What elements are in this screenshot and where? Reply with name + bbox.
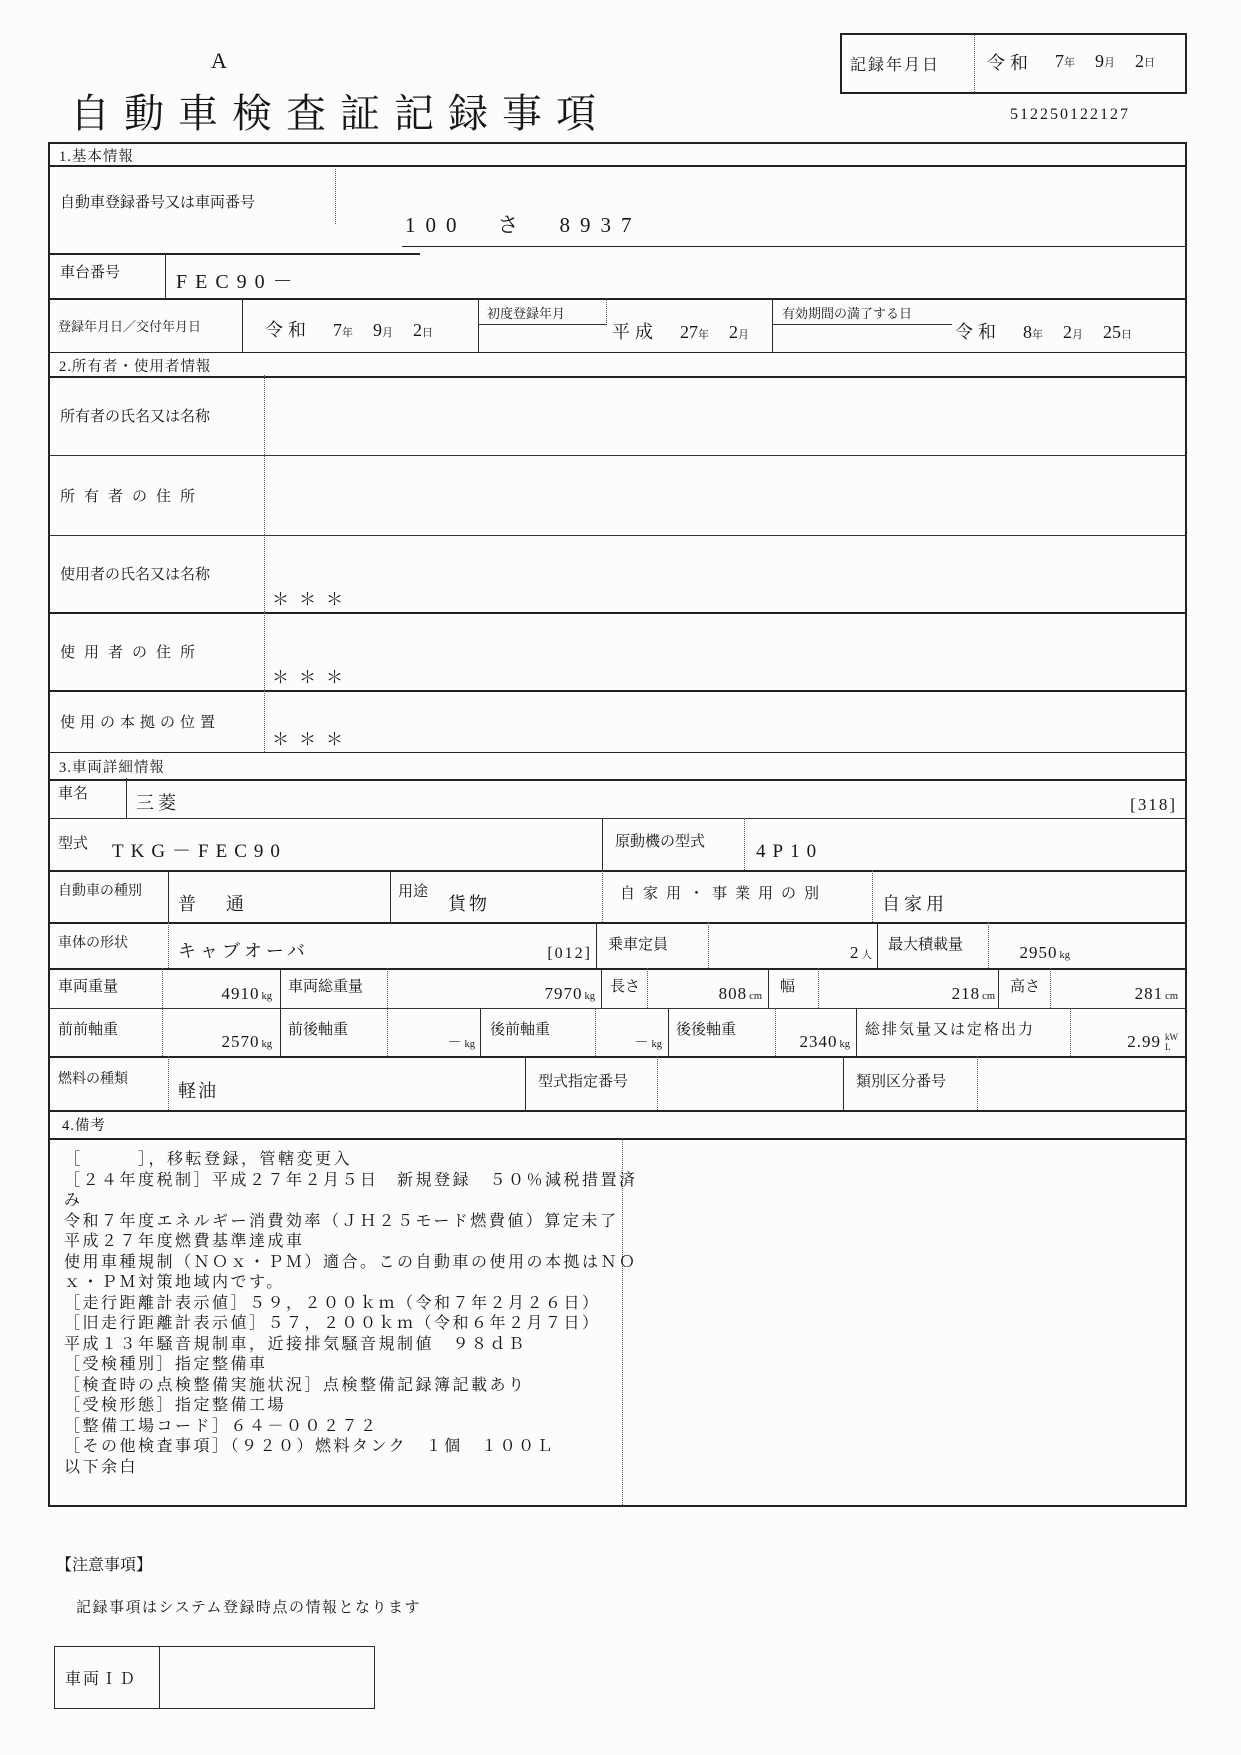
remark-line: ［検査時の点検整備実施状況］点検整備記録簿記載あり [64,1376,527,1394]
divider [602,870,603,922]
car-name-code: [318] [1130,795,1177,814]
reg-date-day: 2 [413,320,422,340]
divider [280,1008,281,1056]
remark-line: ［受検形態］指定整備工場 [64,1397,287,1414]
cm-unit: cm [749,991,762,1002]
divider [264,375,265,455]
class-number-label: 類別区分番号 [856,1074,947,1090]
remark-line: み [64,1192,83,1209]
owner-name-label: 所有者の氏名又は名称 [60,408,211,425]
length-number: 808 [718,984,748,1003]
divider [264,455,265,535]
axle-rear-front-value [600,1032,662,1052]
vehicle-id-box [54,1646,375,1709]
divider [708,922,709,968]
month-unit: 月 [382,327,393,339]
person-unit: 人 [861,950,872,961]
page-mark: A [211,48,227,73]
kind-use-row [50,870,1185,924]
remark-line: 平成１３年騒音規制車，近接排気騒音規制値 ９８ｄＢ [64,1335,527,1353]
owner-address-label: 所有者の住所 [60,488,205,505]
user-name-label: 使用者の氏名又は名称 [60,567,211,583]
reg-date-month: 9 [373,320,382,340]
vehicle-id-label: 車両ＩＤ [65,1671,138,1688]
divider [480,1008,481,1056]
expiry-month: 2 [1063,322,1072,342]
remarks-box [50,1138,1185,1505]
gross-weight-label: 車両総重量 [288,979,364,995]
divider [335,169,336,224]
displacement-label: 総排気量又は定格出力 [865,1022,1036,1038]
expiry-label: 有効期間の満了する日 [782,306,913,321]
remark-line: ［旧走行距離計表示値］５７，２００ｋｍ（令和６年２月７日） [64,1315,601,1332]
width-number: 218 [951,984,981,1003]
divider [988,922,989,968]
liter-unit: L [1165,1042,1171,1052]
kg-unit: kg [464,1039,475,1050]
divider [668,1008,669,1056]
body-shape-code: [012] [547,945,592,962]
day-unit: 日 [1121,329,1132,341]
notice-heading: 【注意事項】 [56,1557,153,1574]
divider [768,968,769,1008]
registration-date-value [265,316,433,342]
divider [818,968,819,1008]
weight-number: 4910 [221,984,260,1003]
record-date-box [840,33,1187,94]
remark-line: ［受検種別］指定整備車 [64,1356,268,1373]
axle-rear-rear-label: 後後軸重 [676,1022,737,1038]
kg-unit: kg [839,1039,850,1050]
remark-line: 令和７年度エネルギー消費効率（ＪＨ２５モード燃費値）算定未了 [64,1212,619,1230]
private-business-label: 自家用・事業用の別 [620,886,828,902]
model-row [50,818,1185,872]
cm-unit: cm [1165,991,1178,1002]
user-address-value: ＊＊＊ [272,668,353,687]
user-name-row [50,535,1185,614]
type-certification-label: 型式指定番号 [538,1074,629,1090]
first-registration-label-box [478,298,607,325]
section3-header [50,752,1185,781]
section4-heading: 4.備考 [62,1118,106,1134]
expiry-era: 令和 [955,322,1001,342]
divider [162,1008,163,1056]
use-label: 用途 [398,884,429,900]
kg-unit: kg [1059,950,1070,961]
divider [602,818,603,870]
document-title: 自動車検査証記録事項 [70,91,610,136]
remark-line: ［その他検査事項］（９２０）燃料タンク １個 １００Ｌ [64,1438,556,1455]
riding-capacity-value [750,943,872,963]
divider [1070,1008,1071,1056]
reg-date-era: 令和 [265,320,311,340]
gross-number: 7970 [544,984,583,1003]
base-location-row [50,690,1185,752]
divider [998,968,999,1008]
body-shape-label: 車体の形状 [58,936,128,951]
remarks-text [64,1150,638,1478]
width-value [825,984,995,1004]
record-date-label: 記録年月日 [850,57,941,74]
dates-row [50,298,1185,352]
record-date-year: 7 [1055,51,1064,71]
divider [595,1008,596,1056]
weight-dimensions-row [50,968,1185,1009]
divider [974,35,975,92]
max-load-value [990,943,1070,963]
displacement-number: 2.99 [1127,1032,1161,1051]
certificate-number: 512250122127 [1010,106,1130,123]
vehicle-kind-value: 普 通 [178,894,250,914]
axle-rf-number: － [634,1036,650,1051]
length-label: 長さ [610,979,641,995]
base-location-value: ＊＊＊ [272,730,353,749]
model-label: 型式 [58,836,89,852]
section3-heading: 3.車両詳細情報 [59,760,165,776]
cm-unit: cm [982,991,995,1002]
expiry-day: 25 [1103,322,1121,342]
user-address-label: 使用者の住所 [60,644,205,661]
displacement-value [1075,1032,1178,1052]
record-date-month: 9 [1095,51,1104,71]
vehicle-weight-label: 車両重量 [58,979,119,995]
divider [168,870,169,922]
first-reg-era: 平成 [612,322,658,342]
year-unit: 年 [1064,56,1075,69]
max-load-number: 2950 [1019,943,1058,962]
divider [387,1008,388,1056]
axle-weights-row [50,1008,1185,1058]
remark-line: ｘ・ＰＭ対策地域内です。 [64,1274,285,1291]
kg-unit: kg [261,991,272,1002]
divider [744,818,745,870]
axle-front-rear-value [390,1032,475,1052]
axle-rear-front-label: 後前軸重 [490,1022,551,1038]
capacity-number: 2 [850,943,860,962]
remark-line: 平成２７年度燃費基準達成車 [64,1233,305,1250]
vehicle-kind-label: 自動車の種別 [58,884,142,899]
main-table [48,142,1187,1507]
month-unit: 月 [1072,329,1083,341]
private-business-value: 自家用 [882,894,948,914]
first-registration-value [612,318,749,344]
divider [280,968,281,1008]
divider [390,870,391,922]
car-name-value: 三菱 [136,793,180,813]
divider [977,1056,978,1110]
registration-number-row [50,163,1185,255]
year-unit: 年 [1032,329,1043,341]
divider [242,298,243,352]
fuel-type-label: 燃料の種類 [58,1072,128,1087]
body-shape-value: キャブオーバ [178,941,309,961]
divider [872,870,873,922]
day-unit: 日 [422,327,433,339]
day-unit: 日 [1144,56,1155,69]
use-value: 貨物 [448,894,490,914]
divider [1050,968,1051,1008]
remark-line: 以下余白 [64,1458,139,1476]
remark-line: ［２４年度税制］平成２７年２月５日 新規登録 ５０％減税措置済 [64,1171,638,1189]
month-unit: 月 [1104,56,1115,69]
divider [601,968,602,1008]
expiry-year: 8 [1023,322,1032,342]
divider [856,1008,857,1056]
remark-line: ［整備工場コード］６４－００２７２ [64,1417,379,1435]
record-date-era: 令和 [987,52,1033,73]
remark-line: 使用車種規制（ＮＯｘ・ＰＭ）適合。この自動車の使用の本拠はＮＯ [64,1253,638,1271]
first-reg-year: 27 [680,322,698,342]
body-shape-row [50,922,1185,970]
section1-heading: 1.基本情報 [59,149,134,165]
chassis-number-value: FEC90－ [176,271,301,293]
divider [877,922,878,968]
year-unit: 年 [342,327,353,339]
axle-ff-number: 2570 [221,1032,260,1051]
notice-body: 記録事項はシステム登録時点の情報となります [76,1600,422,1616]
kw-unit: kW [1165,1032,1178,1042]
first-reg-month: 2 [729,322,738,342]
car-name-label: 車名 [58,786,89,802]
divider [165,255,166,298]
fuel-type-value: 軽油 [178,1081,218,1101]
owner-address-row [50,455,1185,536]
first-registration-label: 初度登録年月 [487,306,566,321]
engine-model-label: 原動機の型式 [615,834,706,850]
expiry-value [955,318,1132,344]
length-value [650,984,762,1004]
axle-rr-number: 2340 [799,1032,838,1051]
divider [525,1056,526,1110]
divider [596,922,597,968]
kg-unit: kg [584,991,595,1002]
divider [159,1647,160,1708]
owner-name-row [50,375,1185,456]
axle-front-front-label: 前前軸重 [58,1022,119,1038]
section4-header [50,1110,1185,1140]
axle-fr-number: － [447,1036,463,1051]
model-value: TKG－FEC90 [112,841,287,862]
fuel-row [50,1056,1185,1112]
chassis-number-label: 車台番号 [60,265,121,281]
reg-date-year: 7 [333,320,342,340]
divider [264,690,265,752]
height-number: 281 [1134,984,1164,1003]
kg-unit: kg [651,1039,662,1050]
month-unit: 月 [738,329,749,341]
remark-line: ［ ］，移転登録，管轄変更入 [64,1151,353,1168]
registration-number-label: 自動車登録番号又は車両番号 [60,195,256,211]
axle-rear-rear-value [778,1032,850,1052]
divider [387,968,388,1008]
divider [843,1056,844,1110]
width-label: 幅 [780,979,796,995]
user-address-row [50,612,1185,692]
car-name-row [50,778,1185,819]
section2-heading: 2.所有者・使用者情報 [59,359,212,375]
chassis-number-row [50,255,1185,300]
divider [168,922,169,968]
divider [647,968,648,1008]
rule [402,246,1185,247]
registration-date-label: 登録年月日／交付年月日 [58,318,202,334]
year-unit: 年 [698,329,709,341]
record-date-value [987,35,1155,88]
axle-front-rear-label: 前後軸重 [288,1022,349,1038]
riding-capacity-label: 乗車定員 [608,937,669,953]
expiry-label-box [772,298,952,325]
max-load-label: 最大積載量 [888,937,964,953]
axle-front-front-value [165,1032,272,1052]
gross-weight-value [390,984,595,1004]
divider [126,778,127,818]
record-date-day: 2 [1135,51,1144,71]
remark-line: ［走行距離計表示値］５９，２００ｋｍ（令和７年２月２６日） [64,1294,601,1312]
kg-unit: kg [261,1039,272,1050]
divider [657,1056,658,1110]
vehicle-weight-value [165,984,272,1004]
engine-model-value: 4P10 [756,841,824,862]
height-value [1060,984,1178,1004]
divider [162,968,163,1008]
divider [168,1056,169,1110]
height-label: 高さ [1010,979,1041,995]
divider [264,612,265,690]
divider [622,1138,623,1505]
registration-number-value: 100 さ 8937 [405,213,642,237]
divider [775,1008,776,1056]
divider [264,535,265,612]
base-location-label: 使用の本拠の位置 [60,714,221,731]
user-name-value: ＊＊＊ [272,590,353,609]
